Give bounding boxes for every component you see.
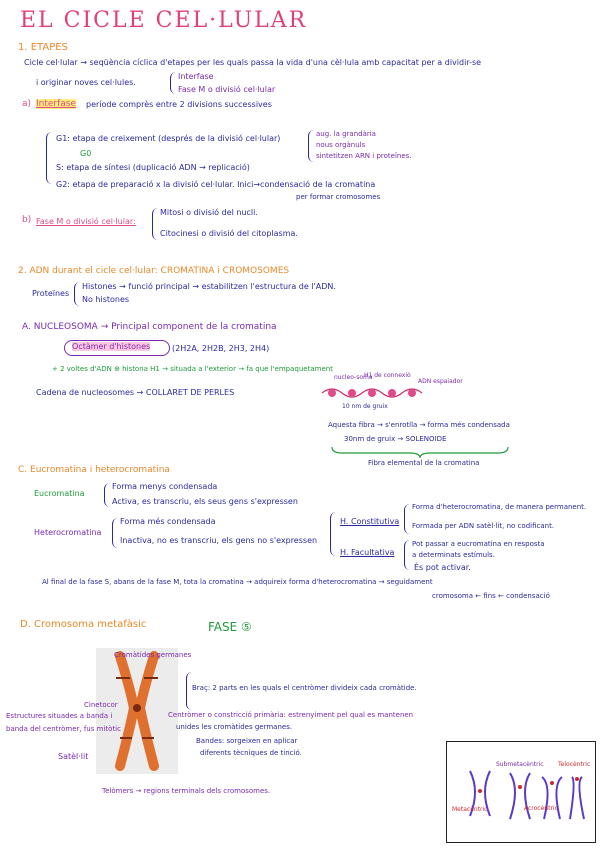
collaret-line: Cadena de nucleosomes → COLLARET DE PERLES bbox=[36, 388, 235, 397]
diagram-label-adn: ADN espaiador bbox=[418, 378, 463, 385]
g2-result: per formar cromosomes bbox=[296, 193, 381, 201]
cicle-line1: Cicle cel·lular → seqüència cíclica d'etapes per les quals passa la vida d'una cèl·lula amb capacitat per a dividir-se bbox=[24, 58, 482, 67]
box-telo: Telocèntric bbox=[558, 761, 591, 768]
hc-line2: Formada per ADN satèl·lit, no codificant. bbox=[412, 522, 555, 530]
no-histones-line: No histones bbox=[82, 295, 130, 304]
g1-r1: aug. la grandària bbox=[316, 130, 376, 138]
fase-m-label: Fase M o divisió cel·lular bbox=[178, 85, 276, 94]
g0-line: G0 bbox=[80, 149, 92, 158]
final-line1: Al final de la fase S, abans de la fase M, tota la cromatina → adquireix forma d'heterocromatina → seguidament bbox=[42, 578, 433, 586]
g2-line: G2: etapa de preparació x la divisió cel·lular. Inici→condensació de la cromatina bbox=[56, 180, 376, 189]
proteines-label: Proteïnes bbox=[32, 289, 70, 298]
box-sub: Submetacèntric bbox=[496, 761, 544, 768]
estructures-line2: banda del centròmer, fus mitòtic bbox=[6, 725, 121, 733]
octamer-label: Octàmer d'histones bbox=[72, 342, 151, 351]
hf-line1: Pot passar a eucromatina en resposta bbox=[412, 540, 545, 548]
solenoide-line: 30nm de gruix → SOLENOIDE bbox=[344, 435, 447, 443]
mitosi-line: Mitosi o divisió del nucli. bbox=[160, 208, 258, 217]
s-line: S: etapa de síntesi (duplicació ADN → replicació) bbox=[56, 163, 250, 172]
het-line1: Forma més condensada bbox=[120, 517, 216, 526]
h-facultativa-label: H. Facultativa bbox=[340, 548, 395, 557]
hf-line2: a determinats estímuls. bbox=[412, 551, 495, 559]
eucromatina-label: Eucromatina bbox=[34, 489, 85, 498]
final-line2: cromosoma ← fins ← condensació bbox=[432, 592, 550, 600]
histones-line: Histones → funció principal → estabilitzen l'estructura de l'ADN. bbox=[82, 282, 336, 291]
centromer-line2: unides les cromàtides germanes. bbox=[176, 723, 293, 731]
fibra-brace bbox=[330, 445, 510, 459]
section-etapes-heading: 1. ETAPES bbox=[18, 42, 68, 53]
sub-b-label: b) bbox=[22, 215, 32, 225]
cinetocor-label: Cinetocor bbox=[84, 701, 118, 709]
eucromatina-heading: C. Eucromatina i heterocromatina bbox=[18, 465, 170, 475]
chromosome-types-drawing bbox=[446, 741, 594, 841]
h-constitutiva-label: H. Constitutiva bbox=[340, 517, 400, 526]
heterocromatina-label: Heterocromatina bbox=[34, 528, 102, 537]
diagram-label-10nm: 10 nm de gruix bbox=[342, 403, 388, 410]
citocinesi-line: Citocinesi o divisió del citoplasma. bbox=[160, 229, 298, 238]
nucleosoma-heading: A. NUCLEOSOMA → Principal component de la cromatina bbox=[22, 322, 277, 332]
g1-r2: nous orgànuls bbox=[316, 141, 366, 149]
box-acro: Acrocèntric bbox=[524, 805, 558, 812]
aquesta-line: Aquesta fibra → s'enrotlla → forma més condensada bbox=[328, 421, 510, 429]
het-line2: Inactiva, no es transcriu, els gens no s'expressen bbox=[120, 536, 318, 545]
cicle-line2: i originar noves cel·lules. bbox=[36, 78, 136, 87]
centromer-line1: Centròmer o constricció primària: estrenyiment pel qual es mantenen bbox=[168, 711, 414, 719]
euc-line1: Forma menys condensada bbox=[112, 482, 218, 491]
bandes-line2: diferents tècniques de tinció. bbox=[200, 749, 302, 757]
bandes-line1: Bandes: sorgeixen en aplicar bbox=[196, 737, 298, 745]
box-meta: Metacèntric bbox=[452, 806, 488, 813]
interfase-label: Interfase bbox=[178, 72, 214, 81]
diagram-label-nucleo: nucleo-soma bbox=[334, 374, 373, 381]
sub-a-label: a) bbox=[22, 99, 32, 109]
two-turns-line: + 2 voltes d'ADN ⊕ histona H1 → situada a l'exterior → fa que l'empaquetament bbox=[52, 365, 333, 373]
hc-line1: Forma d'heterocromatina, de manera permanent. bbox=[412, 503, 587, 511]
satel-label: Satèl·lit bbox=[58, 752, 89, 761]
page-title: EL CICLE CEL·LULAR bbox=[20, 8, 308, 33]
section-adn-heading: 2. ADN durant el cicle cel·lular: CROMATINA i CROMOSOMES bbox=[18, 266, 290, 276]
cromatides-label: Cromàtides germanes bbox=[114, 651, 192, 659]
interfase-highlight: Interfase bbox=[36, 99, 77, 109]
g1-line: G1: etapa de creixement (després de la divisió cel·lular) bbox=[56, 134, 281, 143]
brac-line: Braç: 2 parts en les quals el centròmer divideix cada cromàtide. bbox=[192, 684, 417, 692]
interfase-def: període comprès entre 2 divisions successives bbox=[86, 100, 272, 109]
telomers-line: Telòmers → regions terminals dels cromosomes. bbox=[102, 787, 271, 795]
diagram-label-h1: H1 de connexió bbox=[364, 372, 411, 379]
estructures-line1: Estructures situades a banda i bbox=[6, 712, 113, 720]
fibra-label: Fibra elemental de la cromatina bbox=[368, 459, 480, 467]
hf-line3: És pot activar. bbox=[414, 563, 471, 572]
g1-r3: sintetitzen ARN i proteïnes. bbox=[316, 152, 412, 160]
fase5-label: FASE ⑤ bbox=[208, 620, 252, 634]
fase-m-heading: Fase M o divisió cel·lular: bbox=[36, 217, 136, 226]
cromosoma-heading: D. Cromosoma metafàsic bbox=[20, 619, 147, 630]
euc-line2: Activa, es transcriu, els seus gens s'expressen bbox=[112, 497, 298, 506]
chromosome-drawing bbox=[96, 648, 178, 774]
histone-list: (2H2A, 2H2B, 2H3, 2H4) bbox=[172, 344, 270, 353]
